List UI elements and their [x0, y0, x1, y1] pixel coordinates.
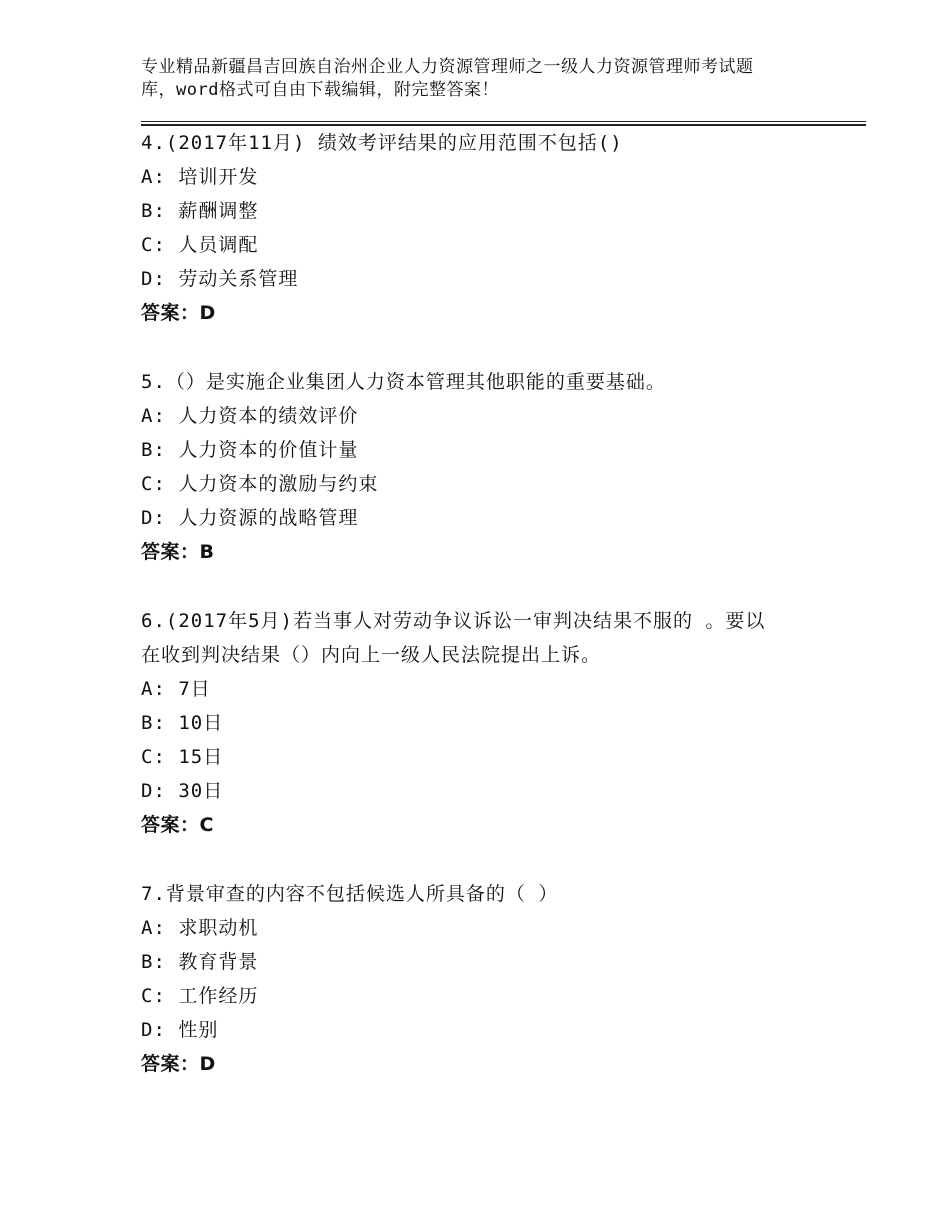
- answer-label: 答案：B: [141, 541, 215, 563]
- option-c: C: 15日: [141, 746, 224, 768]
- answer-label: 答案：D: [141, 302, 216, 324]
- option-b: B: 10日: [141, 712, 224, 734]
- option-c: C: 人力资本的激励与约束: [141, 473, 379, 495]
- option-d: D: 劳动关系管理: [141, 268, 299, 290]
- option-d: D: 性别: [141, 1019, 219, 1041]
- option-d: D: 人力资源的战略管理: [141, 507, 359, 529]
- option-a: A: 求职动机: [141, 917, 259, 939]
- option-b: B: 薪酬调整: [141, 200, 259, 222]
- option-d: D: 30日: [141, 780, 224, 802]
- question-7: [141, 877, 831, 1081]
- option-c: C: 人员调配: [141, 234, 259, 256]
- question-4: [141, 126, 831, 330]
- option-c: C: 工作经历: [141, 985, 259, 1007]
- question-6: [141, 604, 831, 842]
- option-b: B: 人力资本的价值计量: [141, 439, 359, 461]
- header-line-2: 库，word格式可自由下载编辑，附完整答案！: [141, 80, 499, 100]
- option-a: A: 培训开发: [141, 166, 259, 188]
- question-stem-line-1: 6.(2017年5月)若当事人对劳动争议诉讼一审判决结果不服的 。要以: [141, 610, 766, 632]
- header-line-1: 专业精品新疆昌吉回族自治州企业人力资源管理师之一级人力资源管理师考试题: [141, 57, 754, 77]
- answer-label: 答案：D: [141, 1053, 216, 1075]
- question-5: [141, 365, 831, 569]
- question-stem: 7.背景审查的内容不包括候选人所具备的（ ）: [141, 883, 559, 905]
- question-stem-line-2: 在收到判决结果（）内向上一级人民法院提出上诉。: [141, 644, 602, 666]
- document-header: [141, 56, 821, 102]
- question-stem: 5.（）是实施企业集团人力资本管理其他职能的重要基础。: [141, 371, 666, 393]
- option-a: A: 人力资本的绩效评价: [141, 405, 359, 427]
- question-stem: 4.(2017年11月) 绩效考评结果的应用范围不包括(): [141, 132, 623, 154]
- option-b: B: 教育背景: [141, 951, 259, 973]
- answer-label: 答案：C: [141, 814, 214, 836]
- option-a: A: 7日: [141, 678, 211, 700]
